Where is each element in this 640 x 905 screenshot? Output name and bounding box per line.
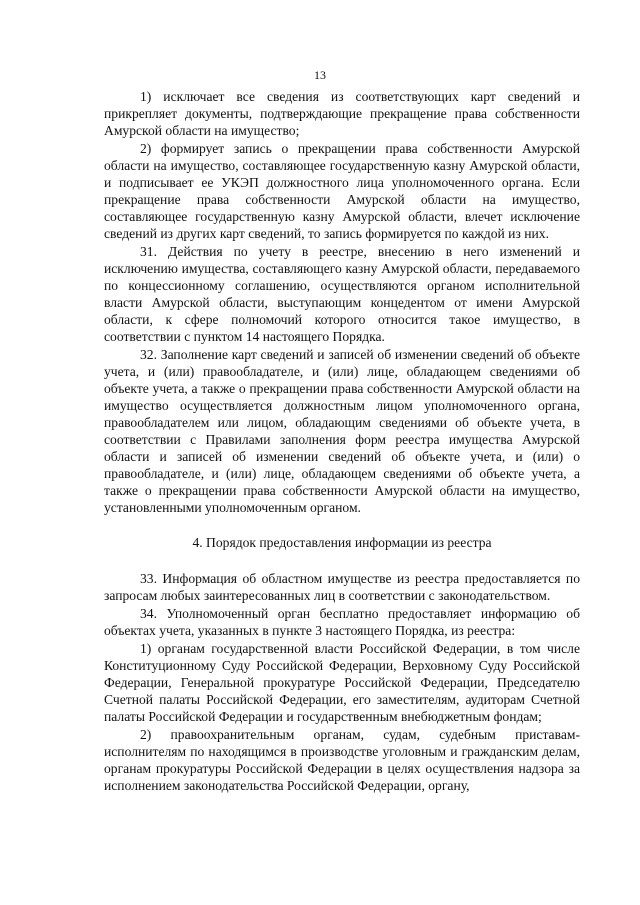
document-body [104,88,580,794]
section-title: 4. Порядок предоставления информации из реестра [192,535,492,550]
paragraph-33: 33. Информация об областном имуществе из реестра предоставляется по запросам любых заинтересованных лиц в соответствии с законодательством. [104,571,580,603]
paragraph-item-2-record: 2) формирует запись о прекращении права собственности Амурской области на имущество, составляющее государственную казну Амурской области, и подписывает ее УКЭП должностного лица уполномоченного органа. Если прекращение права собственности Амурской области на имущество, составляющее государственную казну Амурской области, влечет исключение сведений из других карт сведений, то запись формируется по каждой из них. [104,141,580,241]
paragraph-34: 34. Уполномоченный орган бесплатно предоставляет информацию об объектах учета, указанных в пункте 3 настоящего Порядка, из реестра: [104,606,580,638]
paragraph-item-1-exclude: 1) исключает все сведения из соответствующих карт сведений и прикрепляет документы, подтверждающие прекращение права собственности Амурской области на имущество; [104,89,580,138]
page-number: 13 [314,68,326,82]
paragraph-34-item-1: 1) органам государственной власти Российской Федерации, в том числе Конституционному Суду Российской Федерации, Верховному Суду Российской Федерации, Генеральной прокуратуре Российской Федерации, Председателю Счетной палаты Российской Федерации, его заместителям, аудиторам Счетной палаты Российской Федерации и государственным внебюджетным фондам; [104,641,580,724]
paragraph-31: 31. Действия по учету в реестре, внесению в него изменений и исключению имущества, составляющего казну Амурской области, передаваемого по концессионному соглашению, осуществляются органом исполнительной власти Амурской области, выступающим концедентом от имени Амурской области, к сфере полномочий которого относится такое имущество, в соответствии с пунктом 14 настоящего Порядка. [104,244,580,344]
paragraph-34-item-2: 2) правоохранительным органам, судам, судебным приставам-исполнителям по находящимся в производстве уголовным и гражданским делам, органам прокуратуры Российской Федерации в целях осуществления надзора за исполнением законодательства Российской Федерации, органу, [104,727,580,793]
paragraph-32: 32. Заполнение карт сведений и записей об изменении сведений об объекте учета, и (или) правообладателе, и (или) лице, обладающем сведениями об объекте учета, а также о прекращении права собственности Амурской области на имущество осуществляется должностным лицом уполномоченного органа, правообладателем или лицом, обладающим сведениями об объекте учета, в соответствии с Правилами заполнения форм реестра имущества Амурской области и записей об изменении сведений об объекте учета, и (или) о правообладателе, и (или) лице, обладающем сведениями об объекте учета, а также о прекращении права собственности Амурской области на имущество, установленными уполномоченным органом. [104,347,580,515]
